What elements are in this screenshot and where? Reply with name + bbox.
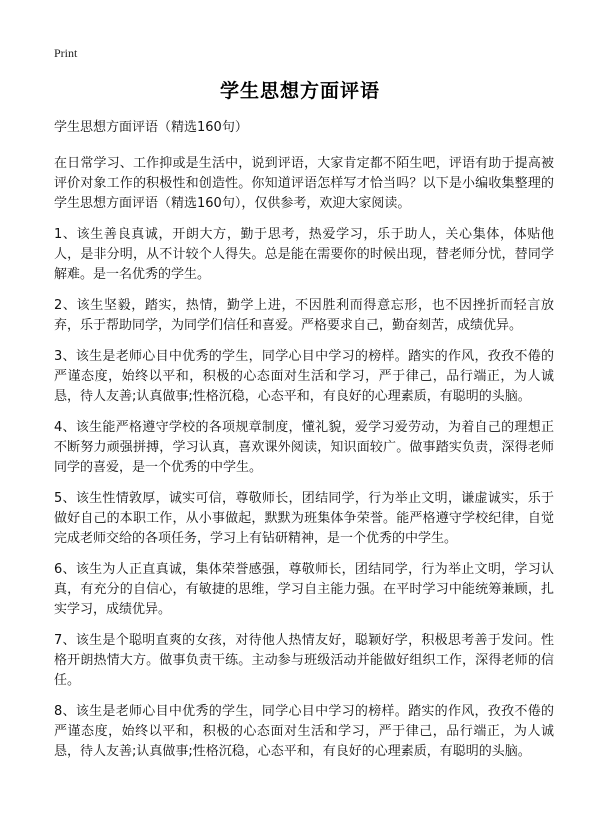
comment-paragraph-3: 3、该生是老师心目中优秀的学生，同学心目中学习的榜样。踏实的作风，孜孜不倦的严谨态度，始终以平和，积极的心态面对生活和学习，严于律己，品行端正，为人诚恳，待人友善;认真做事;性格沉稳，心态平和，有良好的心理素质，有聪明的头脑。 <box>54 349 554 404</box>
comment-paragraph-2: 2、该生坚毅，踏实，热情，勤学上进，不因胜利而得意忘形，也不因挫折而轻言放弃，乐于帮助同学，为同学们信任和喜爱。严格要求自己，勤奋刻苦，成绩优异。 <box>54 298 554 333</box>
intro-paragraph: 在日常学习、工作抑或是生活中，说到评语，大家肯定都不陌生吧，评语有助于提高被评价对象工作的积极性和创造性。你知道评语怎样写才恰当吗？以下是小编收集整理的学生思想方面评语（精选160句），仅供参考，欢迎大家阅读。 <box>54 156 554 211</box>
comment-paragraph-7: 7、该生是个聪明直爽的女孩，对待他人热情友好，聪颖好学，积极思考善于发问。性格开朗热情大方。做事负责干练。主动参与班级活动并能做好组织工作，深得老师的信任。 <box>54 633 554 688</box>
comment-paragraph-8: 8、该生是老师心目中优秀的学生，同学心目中学习的榜样。踏实的作风，孜孜不倦的严谨态度，始终以平和，积极的心态面对生活和学习，严于律己，品行端正，为人诚恳，待人友善;认真做事;性格沉稳，心态平和，有良好的心理素质，有聪明的头脑。 <box>54 704 554 759</box>
print-link[interactable]: Print <box>54 46 78 60</box>
comment-paragraph-5: 5、该生性情敦厚，诚实可信，尊敬师长，团结同学，行为举止文明，谦虚诚实，乐于做好自己的本职工作，从小事做起，默默为班集体争荣誉。能严格遵守学校纪律，自觉完成老师交给的各项任务，学习上有钻研精神，是一个优秀的中学生。 <box>54 491 554 546</box>
page-title: 学生思想方面评语 <box>219 80 380 102</box>
comment-paragraph-4: 4、该生能严格遵守学校的各项规章制度，懂礼貌，爱学习爱劳动，为着自己的理想正不断努力顽强拼搏，学习认真，喜欢课外阅读，知识面较广。做事踏实负责，深得老师同学的喜爱，是一个优秀的中学生。 <box>54 420 554 475</box>
comment-paragraph-6: 6、该生为人正直真诚，集体荣誉感强，尊敬师长，团结同学，行为举止文明，学习认真，有充分的自信心，有敏捷的思维，学习自主能力强。在平时学习中能统筹兼顾，扎实学习，成绩优异。 <box>54 562 554 617</box>
comment-paragraph-1: 1、该生善良真诚，开朗大方，勤于思考，热爱学习，乐于助人，关心集体，体贴他人，是非分明，从不计较个人得失。总是能在需要你的时候出现，替老师分忧，替同学解难。是一名优秀的学生。 <box>54 227 554 282</box>
document-body <box>54 118 554 773</box>
document-subtitle: 学生思想方面评语（精选160句） <box>54 120 248 135</box>
